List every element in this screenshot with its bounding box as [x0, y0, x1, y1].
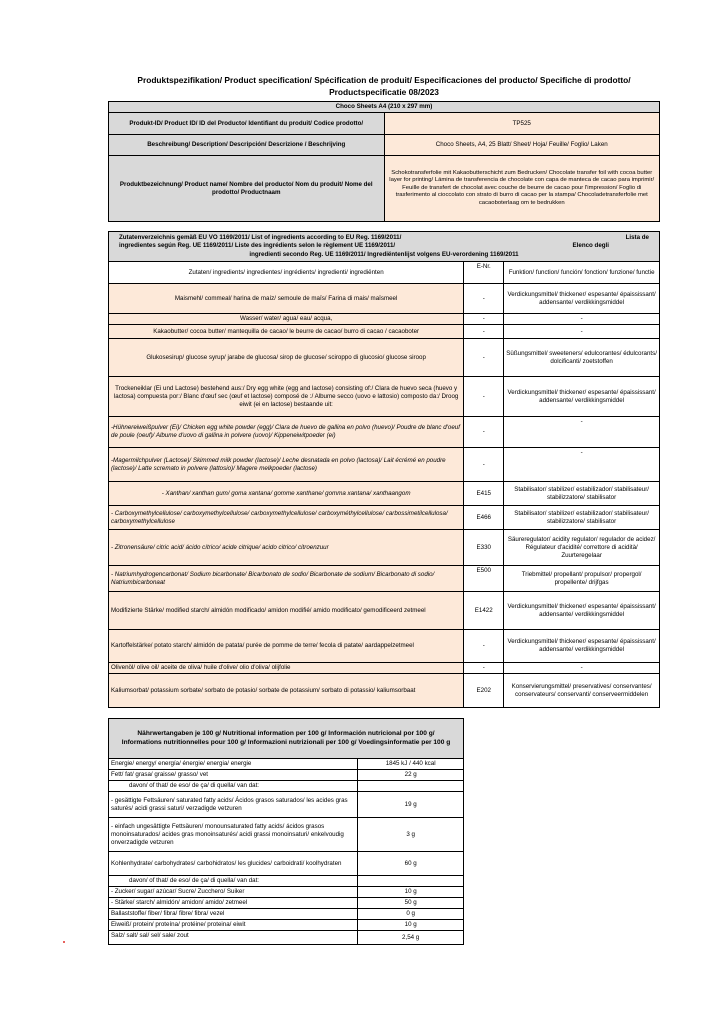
nutrition-row [109, 931, 464, 945]
nutrition-row [109, 792, 464, 818]
ingredient-function: Stabilisator/ stabilizer/ estabilizador/ stabilisateur/ stabilizzatore/ stabilisator [504, 506, 660, 530]
ingredient-function: Triebmittel/ propellant/ propulsor/ propergol/ propellente/ drijfgas [504, 566, 660, 592]
ingredient-row [109, 284, 660, 314]
ingredient-name: - Carboxymethylcellulose/ carboxymethylcellulose/ carboxymethylcellulose/ carboxyméthylcellulose/ carbossimetilcellulosa/ carboxymethylcellulose [109, 506, 464, 530]
nutrition-label: - Zucker/ sugar/ azúcar/ Sucre/ Zucchero/ Suiker [109, 887, 358, 898]
nutrition-row [109, 852, 464, 876]
nutrition-label: Ballaststoffe/ fiber/ fibra/ fibre/ fibra/ vezel [109, 909, 358, 920]
nutrition-label: Salz/ salt/ sal/ sel/ sale/ zout [109, 931, 358, 945]
ingredient-row [109, 674, 660, 708]
ingredient-enr: - [464, 377, 504, 417]
ingredient-name: Glukosesirup/ glucose syrup/ jarabe de glucosa/ sirop de glucose/ sciroppo di glucosio/ glucose siroop [109, 339, 464, 377]
stray-mark [63, 941, 65, 943]
product-name-value: Schokotransferfolie mit Kakaobutterschicht zum Bedrucken/ Chocolate transfer foil with cocoa butter layer for printing/ Lámina de transferencia de chocolate con capa de manteca de cacao para imprimir/ Feuille de transfert de chocolat avec couche de beurre de cacao pour l'impression/ Foglio di trasferimento al cioccolato con strato di burro di cacao per la stampa/ Chocoladetransferfolie met cacaoboterlaag om te bedrukken [384, 156, 660, 222]
nutrition-value: 50 g [358, 898, 464, 909]
product-table [108, 101, 660, 222]
ingredient-name: - Natriumhydrogencarbonat/ Sodium bicarbonate/ Bicarbonato de sodio/ Bicarbonate de sodium/ Bicarbonato di sodio/ Natriumbicarbonaat [109, 566, 464, 592]
ingredient-function: Stabilisator/ stabilizer/ estabilizador/ stabilisateur/ stabilizzatore/ stabilisator [504, 482, 660, 506]
col-function-header: Funktion/ function/ función/ fonction/ funzione/ functie [504, 262, 660, 284]
ingredient-row [109, 377, 660, 417]
ingredient-name: Maismehl/ commeal/ harina de maíz/ semoule de maïs/ Farina di mais/ maïsmeel [109, 284, 464, 314]
ingredient-function: Verdickungsmittel/ thickener/ espesante/ épaississant/ addensante/ verdikkingsmiddel [504, 377, 660, 417]
ingredient-enr: - [464, 448, 504, 482]
ingredient-row [109, 592, 660, 630]
ingredient-function: - [504, 448, 660, 482]
ingredient-function: Verdickungsmittel/ thickener/ espesante/ épaississant/ addensante/ verdikkingsmiddel [504, 284, 660, 314]
ingredient-function: - [504, 417, 660, 448]
nutrition-label: davon/ of that/ de eso/ de ça/ di quella/ van dat: [109, 781, 358, 792]
nutrition-value [358, 876, 464, 887]
ingredient-name: - Zitronensäure/ citric acid/ ácido cítrico/ acide citrique/ acido citrico/ citroenzuur [109, 530, 464, 566]
nutrition-row [109, 770, 464, 781]
ingredients-table [108, 231, 660, 708]
nutrition-row [109, 759, 464, 770]
nutrition-row [109, 909, 464, 920]
ingredient-function: Verdickungsmittel/ thickener/ espesante/ épaississant/ addensante/ verdikkingsmiddel [504, 630, 660, 663]
ingredient-function: Konservierungsmittel/ preservatives/ conservantes/ conservateurs/ conservanti/ conserveermiddelen [504, 674, 660, 708]
ingredient-name: -Magermilchpulver (Lactose)/ Skimmed milk powder (lactose)/ Leche desnatada en polvo (lactosa)/ Lait écrémé en poudre (lactose)/ Latte scremato in polvere (lattosio)/ Magere melkpoeder (lactose) [109, 448, 464, 482]
nutrition-value: 60 g [358, 852, 464, 876]
ingredient-enr: - [464, 325, 504, 339]
ingredient-enr: E1422 [464, 592, 504, 630]
ingredient-row [109, 630, 660, 663]
ingredient-row [109, 482, 660, 506]
product-name-label: Produktbezeichnung/ Product name/ Nombre del producto/ Nom du produit/ Nome del prodotto/ Productnaam [109, 156, 385, 222]
nutrition-value: 3 g [358, 818, 464, 852]
product-id-value: TP525 [384, 113, 660, 135]
nutrition-row [109, 818, 464, 852]
ingredient-enr: - [464, 339, 504, 377]
ingredient-enr: - [464, 663, 504, 674]
description-value: Choco Sheets, A4, 25 Blatt/ Sheet/ Hoja/ Feuille/ Foglio/ Laken [384, 135, 660, 156]
ingredient-name: Olivenöl/ olive oil/ aceite de oliva/ huile d'olive/ olio d'oliva/ olijfolie [109, 663, 464, 674]
nutrition-value [358, 781, 464, 792]
nutrition-value: 0 g [358, 909, 464, 920]
col-enr-header: E-Nr. [464, 262, 504, 284]
ingredient-enr: E202 [464, 674, 504, 708]
ingredient-function: Süßungsmittel/ sweeteners/ edulcorantes/ édulcorants/ dolcificanti/ zoetstoffen [504, 339, 660, 377]
nutrition-row [109, 898, 464, 909]
nutrition-label: - einfach ungesättigte Fettsäuren/ monounsaturated fatty acids/ ácidos grasos monoinsaturados/ acides gras monoinsaturés/ acidi grassi monoinsaturi/ enkelvoudig onverzadigde vetzuren [109, 818, 358, 852]
ingredient-name: Wasser/ water/ agua/ eau/ acqua, [109, 314, 464, 325]
nutrition-label: - gesättigte Fettsäuren/ saturated fatty acids/ Ácidos grasos saturados/ les acides gras saturés/ acidi grassi saturi/ verzadigde vetzuren [109, 792, 358, 818]
ingredient-row [109, 506, 660, 530]
ingredient-enr: E415 [464, 482, 504, 506]
ingredient-name: Kaliumsorbat/ potassium sorbate/ sorbato de potasio/ sorbate de potassium/ sorbato di potassio/ kaliumsorbaat [109, 674, 464, 708]
ingredient-enr: E500 [464, 566, 504, 592]
product-table-header: Choco Sheets A4 (210 x 297 mm) [109, 102, 660, 113]
ingredient-enr: E330 [464, 530, 504, 566]
ingredient-row [109, 339, 660, 377]
ingredient-enr: E466 [464, 506, 504, 530]
ingredient-row [109, 530, 660, 566]
nutrition-table-header: Nährwertangaben je 100 g/ Nutritional information per 100 g/ Información nutricional por 100 g/ Informations nutritionnelles pour 100 g/ Informazioni nutrizionali per 100 g/ Voedingsinformatie per 100 g [109, 719, 464, 759]
nutrition-value: 22 g [358, 770, 464, 781]
nutrition-row [109, 920, 464, 931]
ingredient-function: Verdickungsmittel/ thickener/ espesante/ épaississant/ addensante/ verdikkingsmiddel [504, 592, 660, 630]
description-label: Beschreibung/ Description/ Descripción/ Descrizione / Beschrijving [109, 135, 385, 156]
col-ingredients-header: Zutaten/ ingredients/ ingredientes/ ingrédients/ ingredienti/ ingrediënten [109, 262, 464, 284]
nutrition-label: Fett/ fat/ grasa/ graisse/ grasso/ vet [109, 770, 358, 781]
ingredient-enr: - [464, 314, 504, 325]
ingredient-function: - [504, 314, 660, 325]
ingredient-row [109, 448, 660, 482]
nutrition-row [109, 876, 464, 887]
nutrition-label: davon/ of that/ de eso/ de ça/ di quella/ van dat: [109, 876, 358, 887]
nutrition-value: 19 g [358, 792, 464, 818]
ingredient-function: Säureregulator/ acidity regulator/ regulador de acidez/ Régulateur d'acidité/ correttore di acidità/ Zuurteregelaar [504, 530, 660, 566]
nutrition-label: - Stärke/ starch/ almidón/ amidon/ amido/ zetmeel [109, 898, 358, 909]
ingredient-row [109, 663, 660, 674]
nutrition-row [109, 887, 464, 898]
ingredient-name: Kakaobutter/ cocoa butter/ mantequilla de cacao/ le beurre de cacao/ burro di cacao / cacaoboter [109, 325, 464, 339]
ingredient-row [109, 314, 660, 325]
ingredient-name: -Hühnereiweißpulver (Ei)/ Chicken egg white powder (egg)/ Clara de huevo de gallina en polvo (huevo)/ Poudre de blanc d'oeuf de poule (oeuf)/ Albume d'uovo di gallina in polvere (uovo)/ Kippeneiwitpoeder (ei) [109, 417, 464, 448]
ingredient-function: - [504, 325, 660, 339]
document-title: Produktspezifikation/ Product specification/ Spécification de produit/ Especificaciones del producto/ Specifiche di prodotto/ Productspecificatie 08/2023 [137, 75, 631, 97]
nutrition-row [109, 781, 464, 792]
ingredient-enr: - [464, 630, 504, 663]
nutrition-value: 10 g [358, 887, 464, 898]
ingredients-table-header: Zutatenverzeichnis gemäß EU VO 1169/2011/ List of ingredients according to EU Reg. 1169/2011/ Lista de ingredientes según Reg. UE 1169/2011/ Liste des ingrédients selon le règlement UE 1169/2011/ Elenco degli ingredienti secondo Reg. UE 1169/2011/ Ingrediëntenlijst volgens EU-verordening 1169/2011 [109, 232, 660, 262]
nutrition-value: 1845 kJ / 440 kcal [358, 759, 464, 770]
ingredient-row [109, 417, 660, 448]
ingredient-name: Trockeneiklar (Ei und Lactose) bestehend aus:/ Dry egg white (egg and lactose) consisting of:/ Clara de huevo seca (huevo y lactosa) compuesta por:/ Blanc d'œuf sec (œuf et lactose) composé de :/ Albume secco (uovo e lattosio) composto da:/ Droog eiwit (ei en lactose) bestaande uit: [109, 377, 464, 417]
ingredient-name: - Xanthan/ xanthan gum/ goma xantana/ gomme xanthane/ gomma xantana/ xanthaangom [109, 482, 464, 506]
ingredient-name: Modifizierte Stärke/ modified starch/ almidón modificado/ amidon modifié/ amido modificato/ gemodificeerd zetmeel [109, 592, 464, 630]
nutrition-label: Eiweiß/ protein/ proteína/ protéine/ proteina/ eiwit [109, 920, 358, 931]
product-id-label: Produkt-ID/ Product ID/ ID del Producto/ Identifiant du produit/ Codice prodotto/ [109, 113, 385, 135]
ingredient-row [109, 325, 660, 339]
nutrition-value: 10 g [358, 920, 464, 931]
nutrition-table [108, 718, 464, 945]
ingredient-enr: - [464, 284, 504, 314]
ingredient-function: - [504, 663, 660, 674]
ingredient-enr: - [464, 417, 504, 448]
nutrition-value: 2,54 g [358, 931, 464, 945]
nutrition-label: Energie/ energy/ energía/ énergie/ energia/ energie [109, 759, 358, 770]
ingredient-name: Kartoffelstärke/ potato starch/ almidón de patata/ purée de pomme de terre/ fecola di patate/ aardappelzetmeel [109, 630, 464, 663]
nutrition-label: Kohlenhydrate/ carbohydrates/ carbohidratos/ les glucides/ carboidrati/ koolhydraten [109, 852, 358, 876]
ingredient-row [109, 566, 660, 592]
